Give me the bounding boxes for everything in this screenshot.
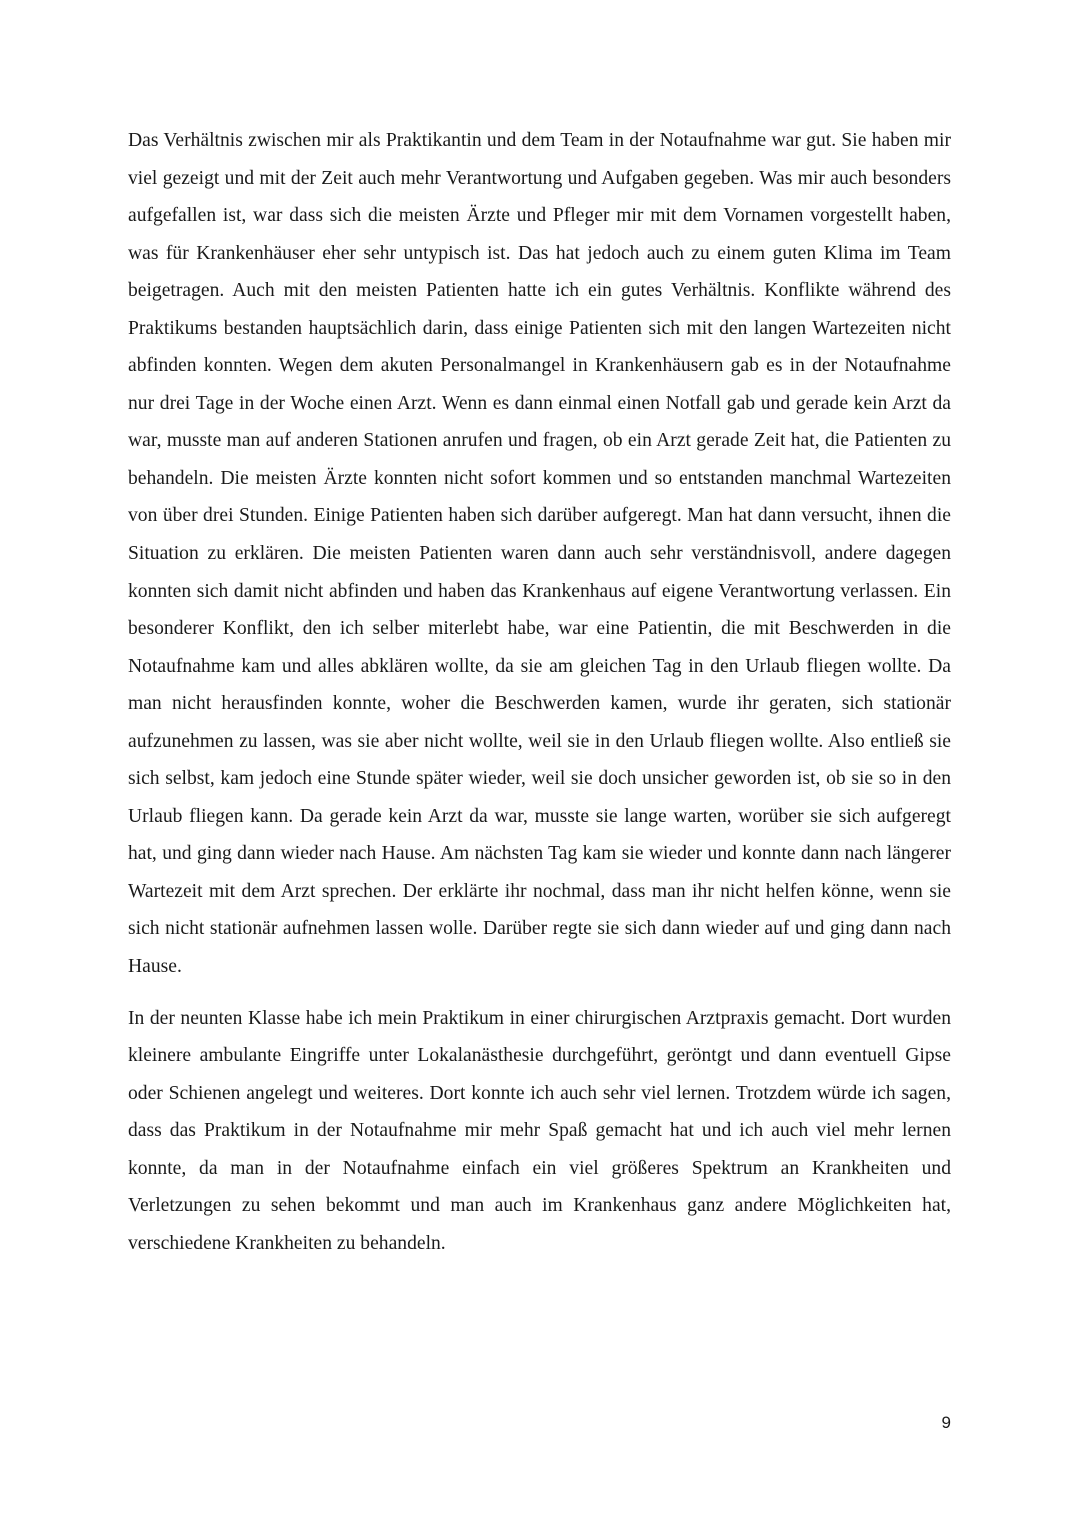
paragraph-1: Das Verhältnis zwischen mir als Praktikantin und dem Team in der Notaufnahme war gut. Sie haben mir viel gezeigt und mit der Zeit auch mehr Verantwortung und Aufgaben gegeben. Was mir auch besonders aufgefallen ist, war dass sich die meisten Ärzte und Pfleger mir mit dem Vornamen vorgestellt haben, was für Krankenhäuser eher sehr untypisch ist. Das hat jedoch auch zu einem guten Klima im Team beigetragen. Auch mit den meisten Patienten hatte ich ein gutes Verhältnis. Konflikte während des Praktikums bestanden hauptsächlich darin, dass einige Patienten sich mit den langen Wartezeiten nicht abfinden konnten. Wegen dem akuten Personalmangel in Krankenhäusern gab es in der Notaufnahme nur drei Tage in der Woche einen Arzt. Wenn es dann einmal einen Notfall gab und gerade kein Arzt da war, musste man auf anderen Stationen anrufen und fragen, ob ein Arzt gerade Zeit hat, die Patienten zu behandeln. Die meisten Ärzte konnten nicht sofort kommen und so entstanden manchmal Wartezeiten von über drei Stunden. Einige Patienten haben sich darüber aufgeregt. Man hat dann versucht, ihnen die Situation zu erklären. Die meisten Patienten waren dann auch sehr verständnisvoll, andere dagegen konnten sich damit nicht abfinden und haben das Krankenhaus auf eigene Verantwortung verlassen. Ein besonderer Konflikt, den ich selber miterlebt habe, war eine Patientin, die mit Beschwerden in die Notaufnahme kam und alles abklären wollte, da sie am gleichen Tag in den Urlaub fliegen wollte. Da man nicht herausfinden konnte, woher die Beschwerden kamen, wurde ihr geraten, sich stationär aufzunehmen zu lassen, was sie aber nicht wollte, weil sie in den Urlaub fliegen wollte. Also entließ sie sich selbst, kam jedoch eine Stunde später wieder, weil sie doch unsicher geworden ist, ob sie so in den Urlaub fliegen kann. Da gerade kein Arzt da war, musste sie lange warten, worüber sie sich aufgeregt hat, und ging dann wieder nach Hause. Am nächsten Tag kam sie wieder und konnte dann nach längerer Wartezeit mit dem Arzt sprechen. Der erklärte ihr nochmal, dass man ihr nicht helfen könne, wenn sie sich nicht stationär aufnehmen lassen wolle. Darüber regte sie sich dann wieder auf und ging dann nach Hause. bbox=[128, 130, 951, 978]
paragraph-2: In der neunten Klasse habe ich mein Praktikum in einer chirurgischen Arztpraxis gemacht. Dort wurden kleinere ambulante Eingriffe unter Lokalanästhesie durchgeführt, geröntgt und dann eventuell Gipse oder Schienen angelegt und weiteres. Dort konnte ich auch sehr viel lernen. Trotzdem würde ich sagen, dass das Praktikum in der Notaufnahme mir mehr Spaß gemacht hat und ich auch viel mehr lernen konnte, da man in der Notaufnahme einfach ein viel größeres Spektrum an Krankheiten und Verletzungen zu sehen bekommt und man auch im Krankenhaus ganz andere Möglichkeiten hat, verschiedene Krankheiten zu behandeln. bbox=[128, 1007, 951, 1254]
page-number: 9 bbox=[941, 1413, 951, 1432]
body-text bbox=[128, 122, 951, 1262]
